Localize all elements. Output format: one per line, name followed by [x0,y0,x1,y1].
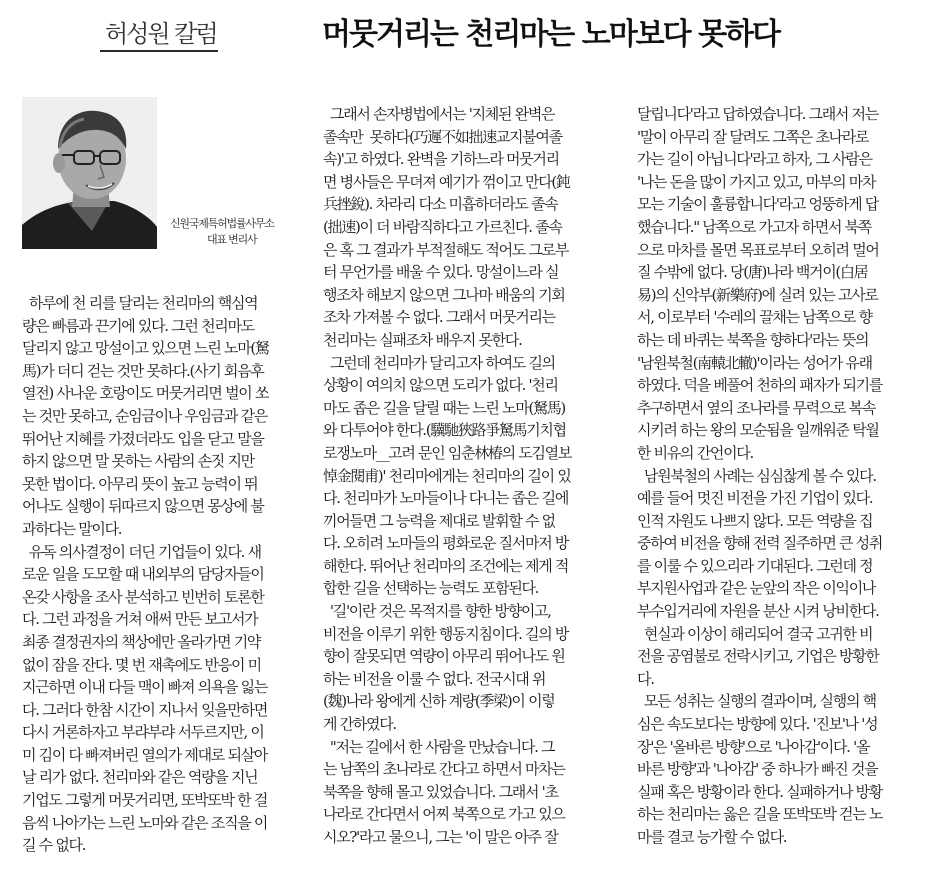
article-line: 다. 그런 과정을 거쳐 애써 만든 보고서가 [22,610,258,629]
article-line: 하였다. 덕을 베풀어 천하의 패자가 되기를 [637,376,883,395]
article-line: 비전을 이루기 위한 행동지침이다. 길의 방 [323,624,569,643]
article-line: 하지 않으면 말 못하는 사람의 손짓 지만 [22,452,254,471]
article-line: 해한다. 뛰어난 천리마의 조건에는 제게 적 [323,556,569,575]
column-header [0,0,942,62]
article-line: 현실과 이상이 해리되어 결국 고귀한 비 [637,624,873,643]
article-line: 중하여 비전을 향해 전력 질주하면 큰 성취 [637,534,883,553]
article-line: 졸속만 못하다(巧遲不如拙速교지불여졸 [323,127,562,146]
article-line: 인적 자원도 나쁘지 않다. 모든 역량을 집 [637,511,873,530]
article-line: 장'은 '올바른 방향'으로 '나아감'이다. '올 [637,737,870,756]
article-line: 전을 공염불로 전락시키고, 기업은 방황한 [637,647,879,666]
article-line: (魏)나라 왕에게 신하 계량(季梁)이 이렇 [323,692,555,711]
article-line: 서, 이로부터 '수레의 끌채는 남쪽으로 향 [637,308,872,327]
column-name: 허성원 칼럼 [105,20,217,48]
article-line: 兵挫銳). 차라리 다소 미흡하더라도 졸속 [323,195,558,214]
article-line: 다시 거론하자고 부랴부랴 서두르지만, 이 [22,723,264,742]
article-line: 기업도 그렇게 머뭇거리면, 또박또박 한 걸 [22,791,268,810]
article-line: 날 리가 없다. 천리마와 같은 역량을 지닌 [22,768,258,787]
article-line: 모는 기술이 훌륭합니다'라고 엉뚱하게 답 [637,195,878,214]
article-line: 속)'고 하였다. 완벽을 기하느라 머뭇거리 [323,150,559,169]
article-line: 마도 좁은 길을 달릴 때는 느린 노마(駑馬) [323,398,565,417]
article-line: 뛰어난 지혜를 가졌더라도 입을 닫고 말을 [22,429,264,448]
article-line: 최종 결정권자의 책상에만 올라가면 기약 [22,632,261,651]
article-line: 다. 천리마가 노마들이나 다니는 좁은 길에 [323,489,569,508]
article-line: 과하다는 말이다. [22,519,122,538]
article-line: 나라로 간다면서 어찌 북쪽으로 가고 있으 [323,805,565,824]
article-line: 예를 들어 멋진 비전을 가진 기업이 있다. [637,489,873,508]
article-line: 지근하면 이내 다들 맥이 빠져 의욕을 잃는 [22,678,268,697]
article-line: 하는 천리마는 옳은 길을 또박또박 걷는 노 [637,805,883,824]
article-line: 그래서 손자병법에서는 '지체된 완벽은 [323,105,555,123]
article-line: 달립니다'라고 답하였습니다. 그래서 저는 [637,105,878,123]
article-line: 시오?'라고 물으니, 그는 '이 말은 아주 잘 [323,828,558,846]
article-line: 추구하면서 옆의 조나라를 무력으로 복속 [637,398,876,417]
article-line: 유독 의사결정이 더딘 기업들이 있다. 새 [22,542,261,561]
article-column-3 [637,103,933,849]
article-line: 달리지 않고 망설이고 있으면 느린 노마(駑 [22,339,269,358]
article-line: 온갖 사항을 조사 분석하고 빈번히 토론한 [22,587,264,606]
article-line: 미 김이 다 빠져버린 열의가 제대로 되살아 [22,745,268,764]
article-line: 시키려 하는 왕의 모순됨을 일깨워준 탁월 [637,421,879,440]
article-column-2 [323,103,621,849]
column-name-underline [100,50,218,52]
article-line: 를 이룰 수 있으리라 기대된다. 그런데 정 [637,556,873,575]
article-line: 다. 오히려 노마들의 평화로운 질서마저 방 [323,534,569,553]
article-line: 다. 그러다 한참 시간이 지나서 잊을만하면 [22,700,268,719]
article-line: "저는 길에서 한 사람을 만났습니다. 그 [323,737,555,756]
article-line: 모든 성취는 실행의 결과이며, 실행의 핵 [637,692,876,711]
article-line: 부지원사업과 같은 눈앞의 작은 이익이나 [637,579,876,598]
caption-affiliation: 신원국제특허법률사무소 [170,217,274,230]
article-line: 로운 일을 도모할 때 내외부의 담당자들이 [22,565,264,584]
article-column-1 [22,292,302,857]
article-line: 부수입거리에 자원을 분산 시켜 낭비한다. [637,602,879,621]
article-line: (拙速)이 더 바람직하다고 가르친다. 졸속 [323,217,562,236]
article-line: 로쟁노마__고려 문인 임춘林椿의 도김열보 [323,443,572,462]
article-line: 열전) 사나운 호랑이도 머뭇거리면 벌이 쏘 [22,384,269,403]
article-line: 와 다투어야 한다.(驥馳狹路爭駑馬기치협 [323,421,566,440]
article-line: 마를 결코 능가할 수 없다. [637,828,787,846]
article-line: 못한 법이다. 아무리 뜻이 높고 능력이 뛰 [22,474,258,493]
article-line: 하는 데 바퀴는 북쪽을 향하다'라는 뜻의 [637,330,869,349]
article-line: 심은 속도보다는 방향에 있다. '진보'나 '성 [637,715,878,734]
article-line: 실패 혹은 방황이라 한다. 실패하거나 방황 [637,782,883,801]
article-line: 는 것만 못하고, 순임금이나 우임금과 같은 [22,406,268,425]
article-line: 음씩 나아가는 느린 노마와 같은 조직을 이 [22,813,268,832]
article-line: 易)의 신악부(新樂府)에 실려 있는 고사로 [637,285,878,304]
article-line: 량은 빠름과 끈기에 있다. 그런 천리마도 [22,316,254,335]
article-line: 북쪽을 향해 몰고 있었습니다. 그래서 '초 [323,782,558,801]
article-line: 행조차 해보지 않으면 그나마 배움의 기회 [323,285,565,304]
article-line: 끼어들면 그 능력을 제대로 발휘할 수 없 [323,511,555,530]
photo-caption [170,216,320,248]
article-line: 다. [637,669,654,688]
article-line: 한 비유의 간언이다. [637,443,753,462]
article-line: 남원북철의 사례는 심심찮게 볼 수 있다. [637,466,876,485]
author-portrait-image [22,97,157,249]
article-line: 는 남쪽의 초나라로 간다고 하면서 마차는 [323,760,565,779]
article-line: 길 수 없다. [22,836,86,855]
article-line: 하루에 천 리를 달리는 천리마의 핵심역 [22,294,258,312]
article-line: 했습니다." 남쪽으로 가고자 하면서 북쪽 [637,217,871,236]
article-line: 하는 비전을 이룰 수 없다. 전국시대 위 [323,669,546,688]
article-line: '말이 아무리 잘 달려도 그쪽은 초나라로 [637,127,869,146]
article-line: 조차 가져볼 수 없다. 그래서 머뭇거리는 [323,308,555,327]
article-line: 어나도 실행이 뒤따르지 않으면 몽상에 불 [22,497,264,516]
article-line: '나는 돈을 많이 가지고 있고, 마부의 마차 [637,172,876,191]
caption-title: 대표 변리사 [207,233,257,246]
article-line: 그런데 천리마가 달리고자 하여도 길의 [323,353,555,372]
article-line: '길'이란 것은 목적지를 향한 방향이고, [323,602,551,621]
article-line: 게 간하였다. [323,715,396,734]
article-line: '남원북철(南轅北轍)'이라는 성어가 유래 [637,353,872,372]
article-line: 馬)가 더디 걷는 것만 못하다.(사기 회음후 [22,361,264,380]
headline: 머뭇거리는 천리마는 노마보다 못하다 [322,17,780,52]
article-line: 悼金閱甫)' 천리마에게는 천리마의 길이 있 [323,466,571,485]
article-line: 질 수밖에 없다. 당(唐)나라 백거이(白居 [637,263,868,282]
article-line: 으로 마차를 몰면 목표로부터 오히려 멀어 [637,240,879,259]
article-line: 향이 잘못되면 역량이 아무리 뛰어나도 원 [323,647,565,666]
article-line: 면 병사들은 무뎌져 예기가 꺾이고 만다(鈍 [323,172,570,191]
article-line: 은 혹 그 결과가 부적절해도 적어도 그로부 [323,240,569,259]
article-line: 상황이 여의치 않으면 도리가 없다. '천리 [323,376,558,395]
author-photo [22,97,157,249]
article-line: 없이 잠을 잔다. 몇 번 재촉에도 반응이 미 [22,655,261,674]
article-line: 터 무언가를 배울 수 있다. 망설이느라 실 [323,263,559,282]
article-line: 천리마는 실패조차 배우지 못한다. [323,330,522,349]
article-line: 가는 길이 아닙니다'라고 하자, 그 사람은 [637,150,872,169]
article-line: 바른 방향'과 '나아감' 중 하나가 빠진 것을 [637,760,878,779]
article-line: 합한 길을 선택하는 능력도 포함된다. [323,579,539,598]
